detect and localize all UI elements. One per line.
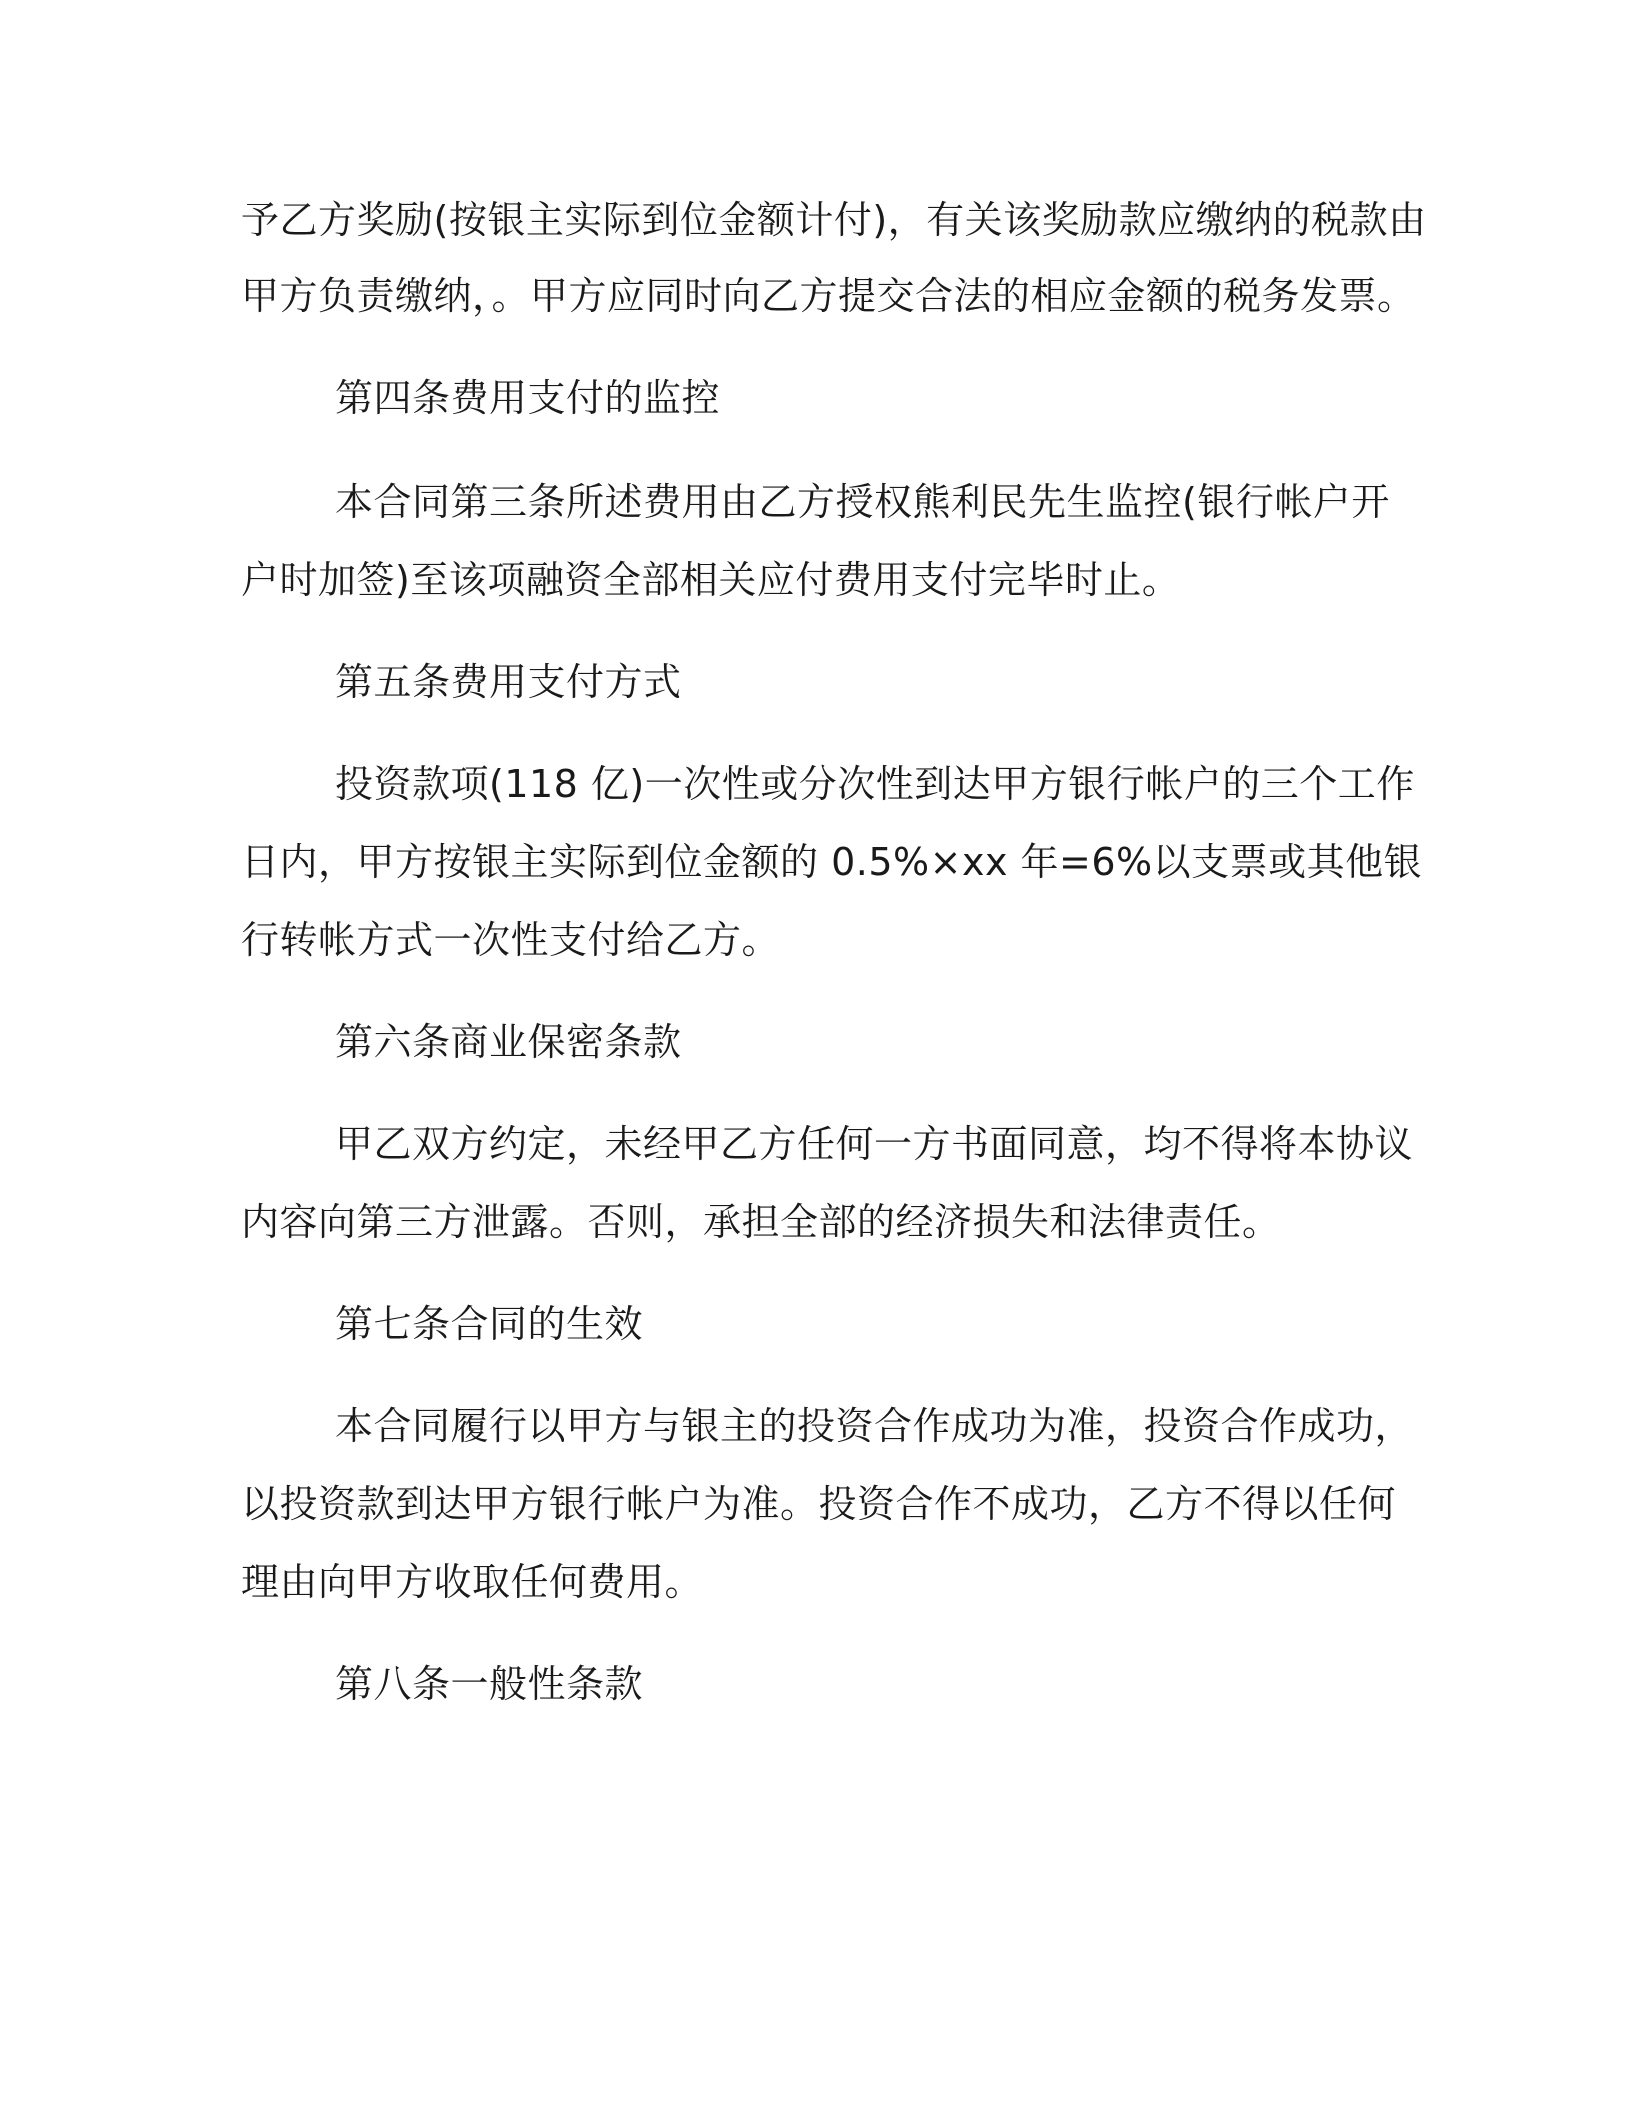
paragraph-line: 本合同第三条所述费用由乙方授权熊利民先生监控(银行帐户开 [335,480,1390,524]
paragraph-line: 予乙方奖励(按银主实际到位金额计付)，有关该奖励款应缴纳的税款由 [241,198,1427,242]
section-heading: 第七条合同的生效 [335,1302,644,1346]
paragraph-line: 投资款项(118 亿)一次性或分次性到达甲方银行帐户的三个工作 [335,762,1415,806]
paragraph-line: 理由向甲方收取任何费用。 [241,1560,704,1604]
section-heading: 第八条一般性条款 [335,1662,644,1706]
paragraph-line: 本合同履行以甲方与银主的投资合作成功为准，投资合作成功， [335,1404,1414,1448]
paragraph-line: 甲乙双方约定，未经甲乙方任何一方书面同意，均不得将本协议 [335,1122,1414,1166]
paragraph-line: 行转帐方式一次性支付给乙方。 [241,918,781,962]
paragraph-line: 日内，甲方按银主实际到位金额的 0.5%×xx 年=6%以支票或其他银 [241,840,1423,884]
paragraph-line: 内容向第三方泄露。否则，承担全部的经济损失和法律责任。 [241,1200,1281,1244]
section-heading: 第六条商业保密条款 [335,1020,682,1064]
paragraph-line: 户时加签)至该项融资全部相关应付费用支付完毕时止。 [241,558,1181,602]
section-heading: 第四条费用支付的监控 [335,376,721,420]
paragraph-line: 以投资款到达甲方银行帐户为准。投资合作不成功，乙方不得以任何 [241,1482,1397,1526]
paragraph-line: 甲方负责缴纳，。甲方应同时向乙方提交合法的相应金额的税务发票。 [241,274,1416,318]
section-heading: 第五条费用支付方式 [335,660,682,704]
